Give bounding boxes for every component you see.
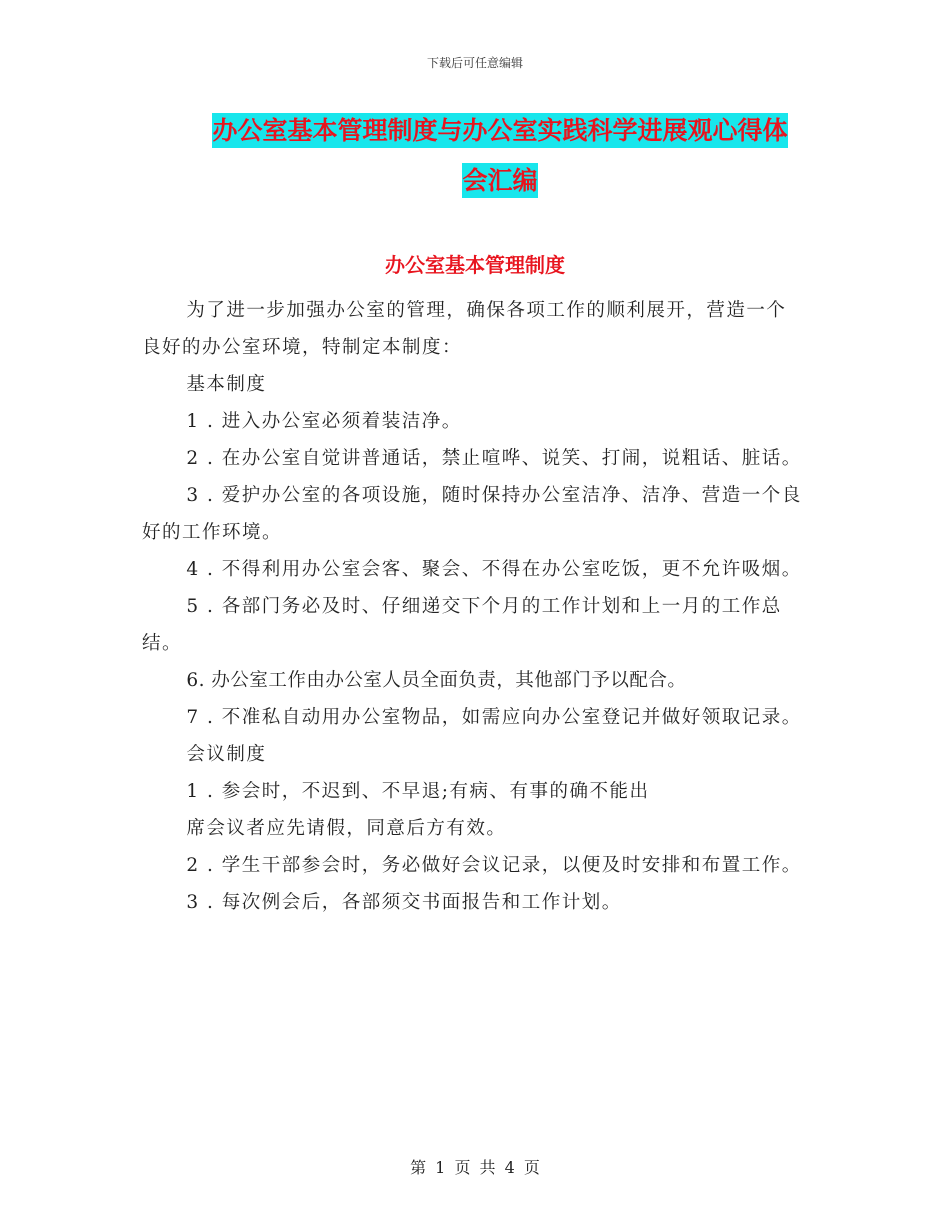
- title-line-2: 会汇编: [462, 163, 537, 198]
- document-body: [142, 292, 802, 921]
- rule-item: 4 . 不得利用办公室会客、聚会、不得在办公室吃饭，更不允许吸烟。: [186, 559, 802, 580]
- meeting-rule-continuation: 席会议者应先请假，同意后方有效。: [186, 818, 507, 839]
- document-title: [120, 106, 880, 206]
- rule-item: 6. 办公室工作由办公室人员全面负责，其他部门予以配合。: [186, 670, 687, 691]
- rule-item: 3 . 爱护办公室的各项设施，随时保持办公室洁净、洁净、营造一个良好的工作环境。: [142, 485, 802, 543]
- section-heading: 办公室基本管理制度: [385, 253, 565, 277]
- intro-paragraph: 为了进一步加强办公室的管理，确保各项工作的顺利展开，营造一个良好的办公室环境，特制定本制度：: [142, 300, 787, 358]
- header-note: 下载后可任意编辑: [426, 56, 523, 70]
- rule-item: 2 . 在办公室自觉讲普通话，禁止喧哗、说笑、打闹，说粗话、脏话。: [186, 448, 802, 469]
- subheading-basic-rules: 基本制度: [186, 374, 267, 395]
- rule-item: 7 . 不准私自动用办公室物品，如需应向办公室登记并做好领取记录。: [186, 707, 802, 728]
- page-number-footer: 第 1 页 共 4 页: [410, 1158, 540, 1177]
- rule-item: 1 . 进入办公室必须着装洁净。: [186, 411, 462, 432]
- title-line-1: 办公室基本管理制度与办公室实践科学进展观心得体: [212, 113, 787, 148]
- subheading-meeting-rules: 会议制度: [186, 744, 267, 765]
- meeting-rule-item: 3 . 每次例会后，各部须交书面报告和工作计划。: [186, 892, 622, 913]
- meeting-rule-item: 1 . 参会时，不迟到、不早退;有病、有事的确不能出: [186, 781, 650, 802]
- meeting-rule-item: 2 . 学生干部参会时，务必做好会议记录，以便及时安排和布置工作。: [186, 855, 802, 876]
- rule-item: 5 . 各部门务必及时、仔细递交下个月的工作计划和上一月的工作总结。: [142, 596, 782, 654]
